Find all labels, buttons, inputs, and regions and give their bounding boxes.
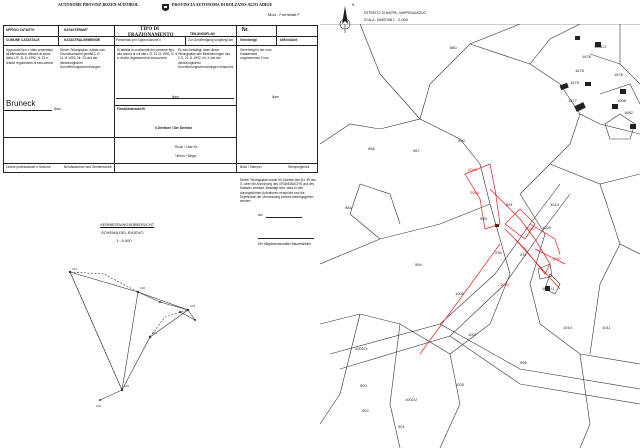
svg-text:1041/1: 1041/1 (542, 286, 555, 291)
tipo-label: TIPO DI (140, 27, 160, 32)
uff-label: Ufficio/Amt (280, 38, 297, 42)
survey-polygon (60, 262, 240, 412)
svg-text:1678: 1678 (614, 72, 623, 77)
map-scale-value: 2.000 (398, 17, 409, 22)
nr-label: Nr. (242, 27, 249, 33)
model-label: Mod.- Formblatt F (268, 12, 300, 17)
svg-text:101: 101 (72, 267, 78, 271)
direttore-label: Il Direttore / Der Direktor (155, 126, 193, 130)
svg-text:2064: 2064 (470, 190, 479, 195)
north-arrow-label: N (352, 3, 355, 7)
frazionamento-label: FRAZIONAMENTO (128, 33, 174, 38)
svg-text:1009: 1009 (455, 291, 464, 296)
katastral-label: KATASTRALGEMEINDE (64, 38, 101, 42)
bollo-label: Bollo / Stempel (240, 165, 262, 169)
il-label-2: il/am (172, 95, 179, 99)
svg-text:1681/1: 1681/1 (594, 44, 607, 49)
genehmigt-para: Genehmigt in der vom Katasteramt vorgesehenen Form (240, 48, 272, 61)
it-paragraph: Approvato tipo è stato presentato all'attestazione ufficiale ai sensi della L.R. 11.11.1992, N. 23 e relativi regolamenti di esecuzione (6, 48, 54, 65)
svg-text:1052: 1052 (552, 256, 561, 261)
timbro2-label: Timbro / Siegel (175, 154, 197, 158)
svg-text:1010: 1010 (563, 325, 572, 330)
svg-text:990: 990 (458, 138, 465, 143)
svg-text:1675: 1675 (575, 68, 584, 73)
overview-title: VERMESSUNGSÜBERSICHT (100, 222, 155, 227)
svg-text:105: 105 (124, 384, 130, 388)
svg-text:1676: 1676 (582, 54, 591, 59)
map-header-estratto: ESTRATTO DI MAPPA - MAPPENAUSZUG (364, 11, 426, 15)
map-drawing (320, 24, 640, 448)
svg-text:1007: 1007 (468, 332, 477, 337)
svg-text:1025: 1025 (455, 382, 464, 387)
svg-text:2049: 2049 (468, 167, 477, 172)
svg-text:880: 880 (450, 45, 457, 50)
coat-of-arms-icon (162, 0, 169, 9)
map-header-scala: SCALA - MASSTAB 1 : (364, 18, 397, 22)
overview-subtitle: SCHEMA DEL RILIEVO (101, 230, 144, 235)
il-label-3: il/am (272, 95, 279, 99)
de-paragraph2: Es wird bestätigt, dass dieser Teilungsplan den Bestimmungen des L.G. 21.11.1992, Nr. 4 und der diesbezüglichen Durchführungsverordnungen entspricht (178, 48, 234, 69)
svg-text:102: 102 (140, 286, 146, 290)
gemeinde-value: Bruneck (6, 99, 36, 108)
ruolo-label: Ruolo / Liste Nr. (175, 145, 198, 149)
svg-text:103: 103 (190, 304, 196, 308)
header-right: PROVINCIA AUTONOMA DI BOLZANO-ALTO ADIGE (172, 2, 273, 7)
genehmigt-label: Genehmigt (240, 38, 257, 42)
it-paragraph2: Si attesta la conformità del presente tipo alla norma di cui alla L.R. 21.11.1992, N. 4 e relativi regolamenti di esecuzione (117, 48, 178, 61)
svg-text:1002/2: 1002/2 (405, 397, 418, 402)
svg-text:237: 237 (520, 252, 527, 257)
kataster-label: KATASTERAMT (64, 28, 88, 32)
svg-text:994: 994 (415, 262, 422, 267)
svg-text:902: 902 (362, 408, 369, 413)
svg-text:901: 901 (398, 424, 405, 429)
svg-text:1677: 1677 (568, 98, 577, 103)
svg-text:900: 900 (360, 383, 367, 388)
dichiarazione-date: am (258, 213, 263, 217)
presentato-label: Presentato per l'approvazione il (116, 38, 161, 42)
overview-scale: 1 : 5.000 (116, 238, 132, 243)
svg-text:104: 104 (152, 331, 158, 335)
svg-text:106: 106 (96, 404, 102, 408)
comune-label: COMUNE CATASTALE (6, 38, 40, 42)
stempelgebuehr-label: Stempelgebühr (288, 165, 310, 169)
svg-text:236: 236 (495, 250, 502, 255)
svg-text:995: 995 (480, 216, 487, 221)
firma-label: Firma/Unterschrift (117, 107, 145, 111)
ufficio-label: UFFICIO CATASTO (6, 28, 35, 32)
svg-text:1002/1: 1002/1 (355, 346, 368, 351)
svg-text:1003: 1003 (500, 282, 509, 287)
agrimensore-label: Der Mitgliederverwalter Bauamtsleiter (258, 242, 312, 246)
svg-text:1679: 1679 (570, 80, 579, 85)
svg-text:1014: 1014 (550, 202, 559, 207)
svg-text:996: 996 (520, 360, 527, 365)
svg-text:2034: 2034 (525, 226, 534, 231)
berufskammer-label: Berufskammer und Gemeinschaft (64, 165, 112, 169)
svg-text:967: 967 (413, 148, 420, 153)
svg-text:984: 984 (345, 205, 352, 210)
svg-text:1682: 1682 (624, 110, 633, 115)
svg-text:968: 968 (368, 146, 375, 151)
svg-text:991: 991 (506, 202, 513, 207)
svg-text:1029: 1029 (542, 225, 551, 230)
header-left: AUTONOME PROVINZ BOZEN-SÜDTIROL (58, 2, 139, 7)
ordine-label: Ordine professionale e Sezione (6, 165, 51, 169)
dichiarazione: Dieser Teilungsplan wurde für Zwecke des Art. 39 des G. über die Anordnung des GRUNDBUCHS und des Kataster verfasst. Bestätigt wird, dass er den durchgeführten Aufnahmen entspricht und die Ergebnisse der Vermessung korrekt wiedergegeben werden. (240, 178, 316, 204)
de-paragraph: Dieser Teilungsplan, wurde vom Grundbuchsamt gemäß L.G. 11.11.1992, Nr. 23 und der diesbezüglichen Durchführungsverordnungen (60, 48, 106, 69)
il-label: il/am (54, 107, 61, 111)
svg-text:1008: 1008 (617, 98, 626, 103)
vorgelegt-label: Zur Genehmigung vorgelegt am (188, 38, 234, 42)
teilungsplan-label: TEILUNGSPLAN (190, 32, 215, 36)
svg-text:1011: 1011 (602, 325, 611, 330)
